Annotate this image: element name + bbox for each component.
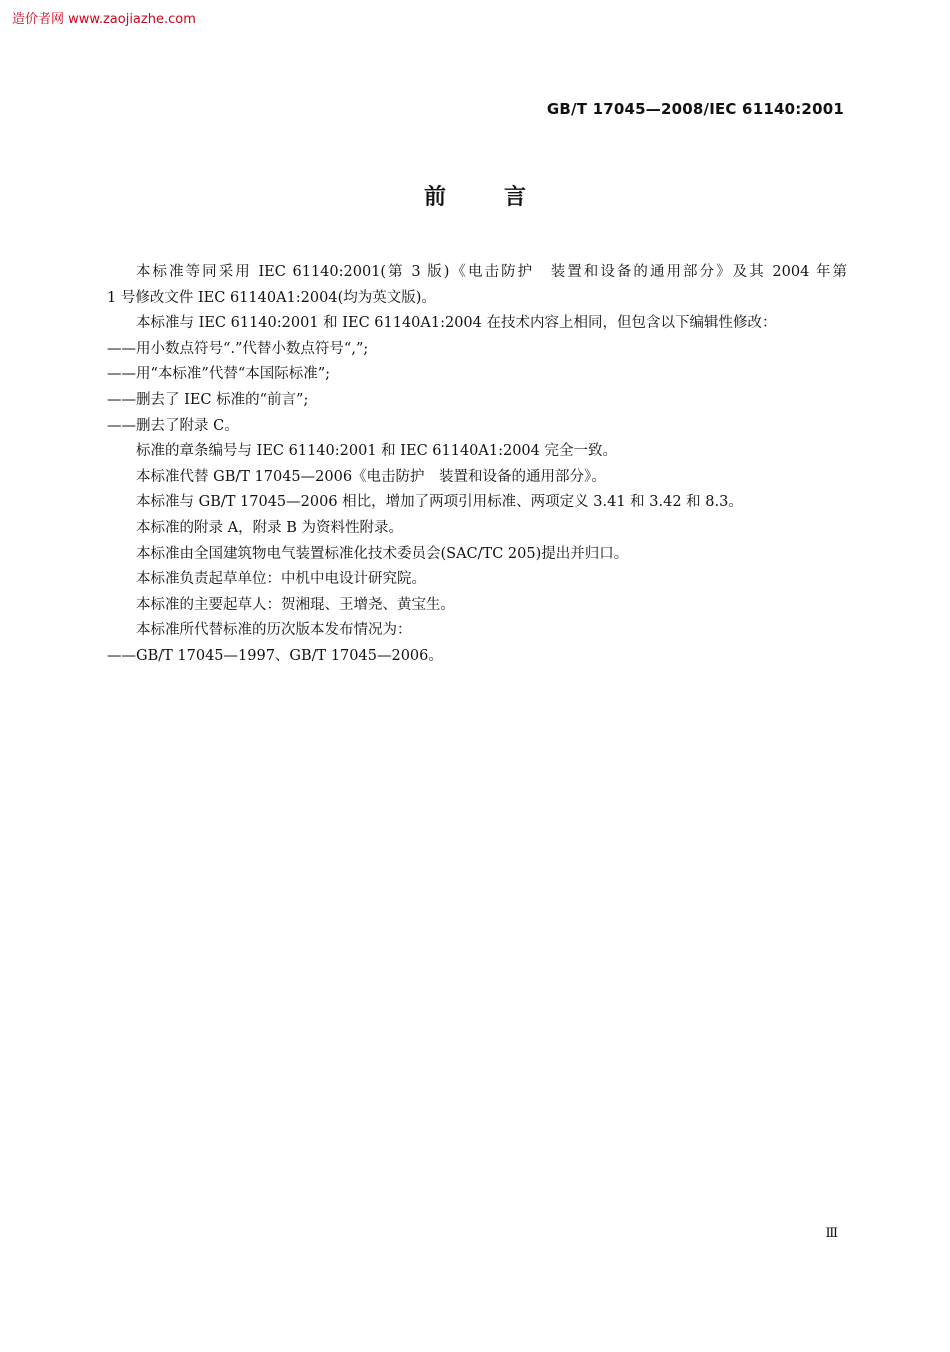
- standard-number-header: GB/T 17045—2008/IEC 61140:2001: [546, 100, 844, 118]
- list-item: ——删去了附录 C。: [107, 417, 239, 434]
- list-item: ——用“本标准”代替“本国际标准”;: [107, 366, 331, 383]
- list-item: ——GB/T 17045—1997、GB/T 17045—2006。: [107, 647, 443, 664]
- paragraph-proposed-by: 本标准由全国建筑物电气装置标准化技术委员会(SAC/TC 205)提出并归口。: [136, 545, 629, 562]
- paragraph-editorial-changes: 本标准与 IEC 61140:2001 和 IEC 61140A1:2004 在技术内容上相同，但包含以下编辑性修改：: [136, 315, 777, 332]
- page-number: Ⅲ: [825, 1226, 838, 1241]
- page-title: 前言: [423, 185, 584, 210]
- paragraph-adoption-line2: 1 号修改文件 IEC 61140A1:2004(均为英文版)。: [107, 289, 436, 306]
- list-item: ——用小数点符号“.”代替小数点符号“,”;: [107, 340, 369, 357]
- watermark-link[interactable]: 造价者网 www.zaojiazhe.com: [12, 12, 196, 27]
- list-item: ——删去了 IEC 标准的“前言”;: [107, 391, 309, 408]
- paragraph-adoption-line1: 本标准等同采用 IEC 61140:2001(第 3 版)《电击防护 装置和设备的通用部分》及其 2004 年第: [136, 264, 847, 280]
- paragraph-replaces: 本标准代替 GB/T 17045—2006《电击防护 装置和设备的通用部分》。: [136, 468, 606, 485]
- paragraph-drafting-unit: 本标准负责起草单位：中机中电设计研究院。: [136, 571, 426, 588]
- paragraph-annexes: 本标准的附录 A，附录 B 为资料性附录。: [136, 519, 403, 536]
- paragraph-drafters: 本标准的主要起草人：贺湘琨、王增尧、黄宝生。: [136, 596, 455, 613]
- paragraph-history: 本标准所代替标准的历次版本发布情况为：: [136, 622, 412, 639]
- paragraph-comparison: 本标准与 GB/T 17045—2006 相比，增加了两项引用标准、两项定义 3.41 和 3.42 和 8.3。: [136, 494, 743, 511]
- foreword-body: [107, 260, 847, 670]
- paragraph-clause-numbering: 标准的章条编号与 IEC 61140:2001 和 IEC 61140A1:2004 完全一致。: [136, 443, 617, 460]
